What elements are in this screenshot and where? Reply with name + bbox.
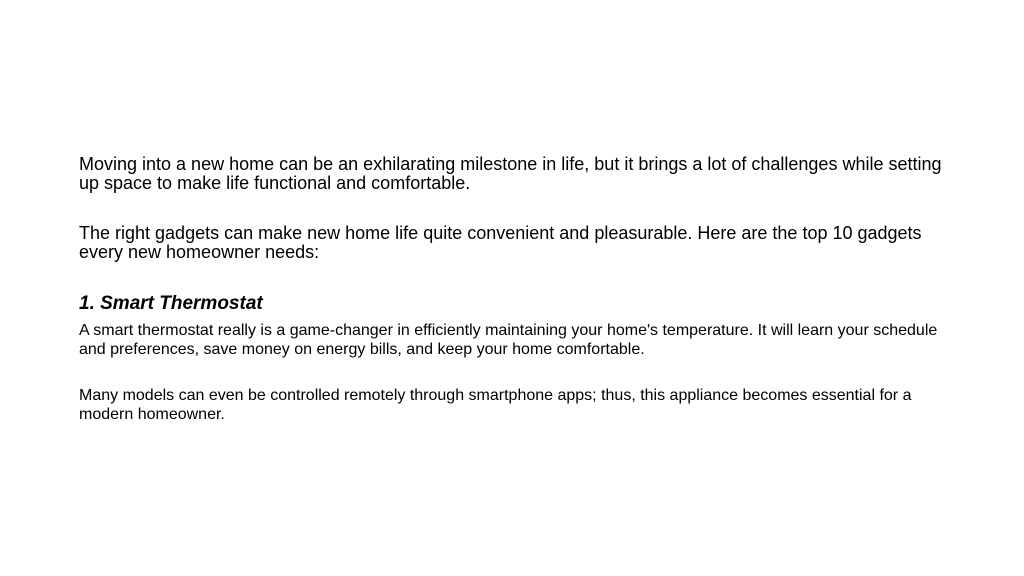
slide-content <box>79 155 949 424</box>
section-paragraph: Many models can even be controlled remotely through smartphone apps; thus, this appliance becomes essential for a modern homeowner. <box>79 387 912 423</box>
intro-paragraph: Moving into a new home can be an exhilarating milestone in life, but it brings a lot of challenges while setting up space to make life functional and comfortable. <box>79 154 942 193</box>
intro-paragraph: The right gadgets can make new home life quite convenient and pleasurable. Here are the top 10 gadgets every new homeowner needs: <box>79 223 922 262</box>
section-paragraph: A smart thermostat really is a game-changer in efficiently maintaining your home's temperature. It will learn your schedule and preferences, save money on energy bills, and keep your home comfortable. <box>79 322 938 358</box>
section-title: 1. Smart Thermostat <box>79 293 263 314</box>
